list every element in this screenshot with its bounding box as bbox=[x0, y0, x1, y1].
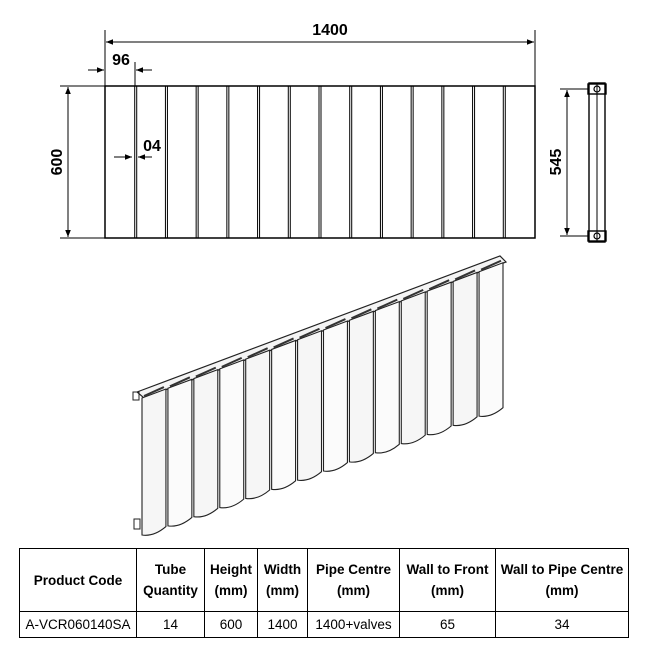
perspective-tube bbox=[324, 321, 348, 471]
perspective-tube bbox=[168, 379, 192, 526]
perspective-view bbox=[133, 256, 506, 535]
table-row bbox=[20, 612, 629, 638]
table-header-row bbox=[20, 549, 629, 612]
left-bottom-bracket bbox=[134, 519, 140, 529]
pipe-centre-height-label: 545 bbox=[548, 148, 565, 176]
perspective-tube bbox=[349, 311, 373, 462]
overall-height-label: 600 bbox=[49, 148, 66, 176]
cell-product-code: A-VCR060140SA bbox=[20, 612, 137, 638]
perspective-tube bbox=[401, 292, 425, 444]
perspective-tube bbox=[194, 370, 218, 517]
height-dimension bbox=[49, 86, 105, 238]
perspective-tube bbox=[479, 263, 503, 417]
cell-wall-to-pipe-centre: 34 bbox=[496, 612, 629, 638]
cell-wall-to-front: 65 bbox=[400, 612, 496, 638]
cell-height: 600 bbox=[205, 612, 258, 638]
tube-dividers bbox=[135, 86, 506, 238]
perspective-tube bbox=[427, 282, 451, 435]
cell-width: 1400 bbox=[258, 612, 308, 638]
perspective-tube bbox=[453, 272, 477, 425]
perspective-tubes bbox=[142, 261, 503, 536]
header-pipe-centre: Pipe Centre (mm) bbox=[308, 549, 400, 612]
perspective-tube bbox=[298, 331, 322, 481]
perspective-tube bbox=[246, 350, 270, 499]
perspective-tube bbox=[272, 340, 296, 489]
header-height: Height (mm) bbox=[205, 549, 258, 612]
header-tube-quantity: Tube Quantity bbox=[137, 549, 205, 612]
side-view bbox=[548, 83, 606, 242]
tube-gap-label: 04 bbox=[143, 138, 161, 155]
tube-width-label: 96 bbox=[112, 52, 130, 69]
tube-width-dimension bbox=[88, 52, 152, 86]
cell-pipe-centre: 1400+valves bbox=[308, 612, 400, 638]
front-elevation bbox=[105, 86, 535, 238]
overall-width-label: 1400 bbox=[312, 22, 348, 39]
header-wall-to-front: Wall to Front (mm) bbox=[400, 549, 496, 612]
cell-tube-quantity: 14 bbox=[137, 612, 205, 638]
perspective-tube bbox=[375, 302, 399, 453]
header-width: Width (mm) bbox=[258, 549, 308, 612]
perspective-tube bbox=[220, 360, 244, 508]
header-wall-to-pipe-centre: Wall to Pipe Centre (mm) bbox=[496, 549, 629, 612]
header-product-code: Product Code bbox=[20, 549, 137, 612]
perspective-tube bbox=[142, 389, 166, 535]
radiator-outline bbox=[105, 86, 535, 238]
tube-gap-dimension bbox=[114, 138, 161, 157]
spec-table bbox=[19, 548, 629, 638]
width-dimension bbox=[105, 22, 535, 86]
